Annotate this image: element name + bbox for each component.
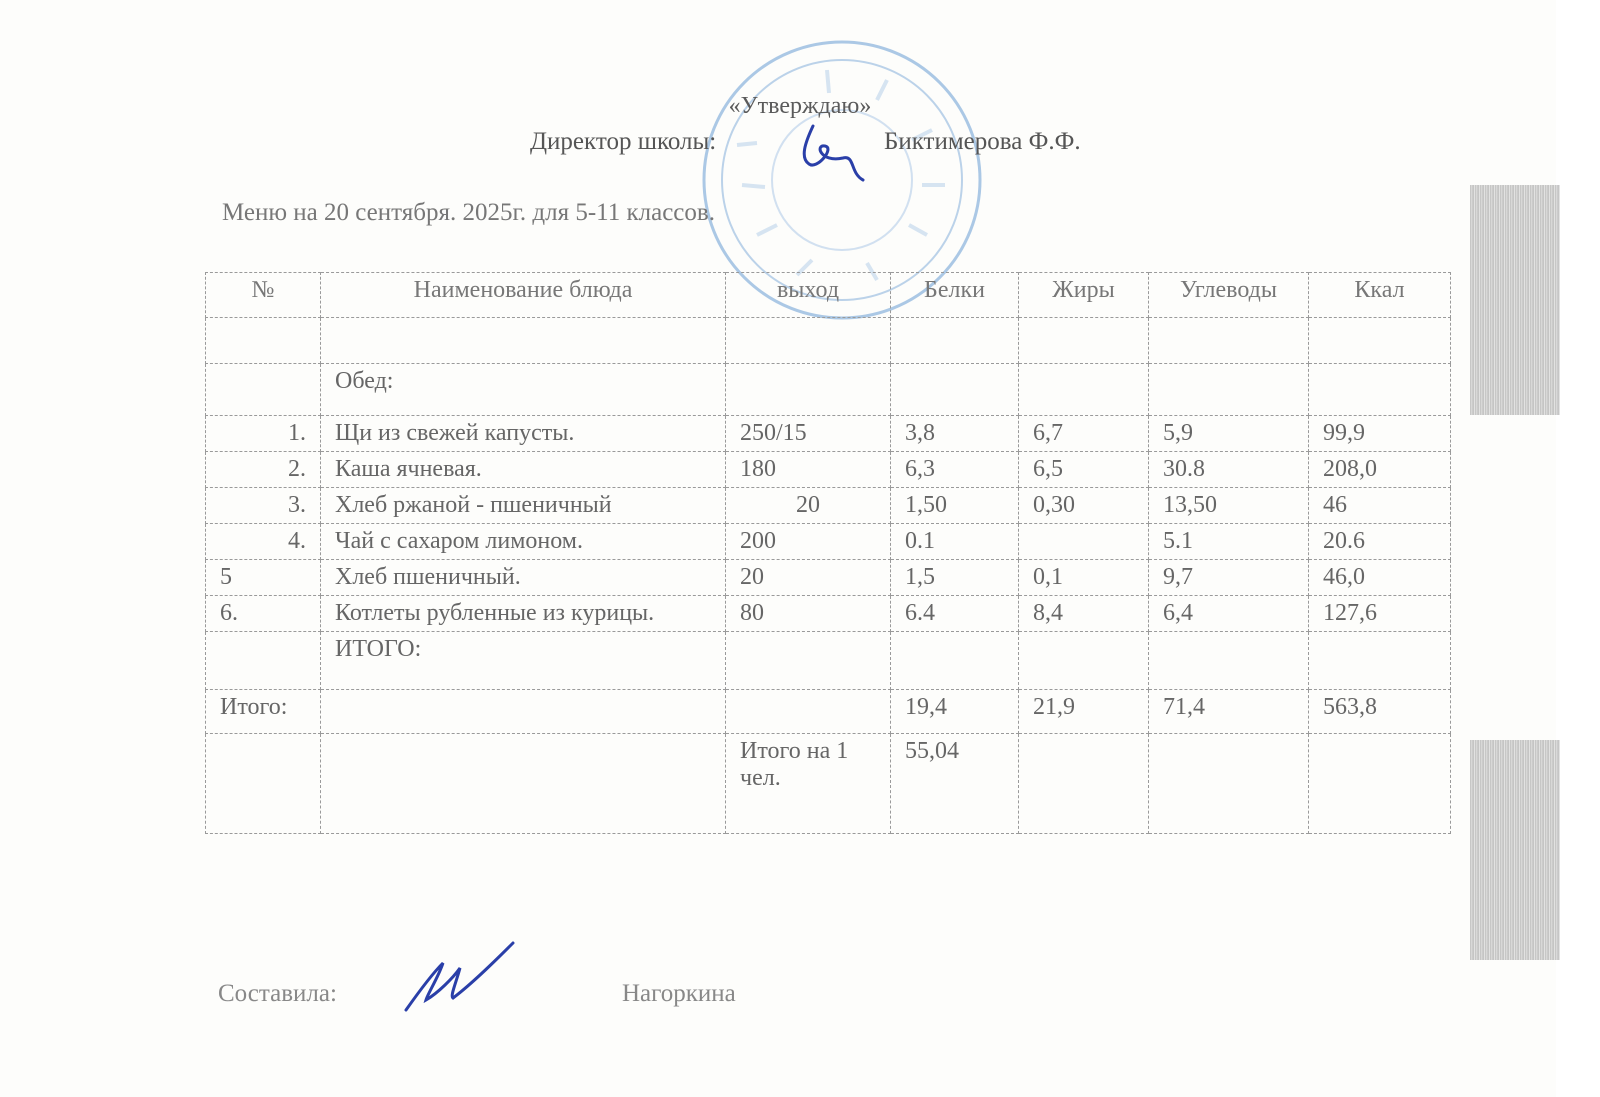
row-dish-name: Хлеб ржаной - пшеничный: [321, 488, 726, 524]
table-row: [206, 560, 1451, 596]
row-protein: 6,3: [891, 452, 1019, 488]
row-fat: [1019, 524, 1149, 560]
row-kcal: 20.6: [1309, 524, 1451, 560]
totals-label: Итого:: [206, 690, 321, 734]
table-row: [206, 596, 1451, 632]
row-protein: 0.1: [891, 524, 1019, 560]
row-protein: 1,50: [891, 488, 1019, 524]
row-fat: 6,5: [1019, 452, 1149, 488]
totals-fat: 21,9: [1019, 690, 1149, 734]
table-row-empty: [206, 318, 1451, 364]
row-kcal: 46: [1309, 488, 1451, 524]
row-carbs: 30.8: [1149, 452, 1309, 488]
table-row-totals: [206, 690, 1451, 734]
row-protein: 6.4: [891, 596, 1019, 632]
row-fat: 6,7: [1019, 416, 1149, 452]
scan-noise-top: [1470, 185, 1560, 415]
row-fat: 8,4: [1019, 596, 1149, 632]
compiled-name: Нагоркина: [622, 980, 736, 1007]
row-fat: 0,1: [1019, 560, 1149, 596]
table-row-section: [206, 364, 1451, 416]
table-row-per-person: [206, 734, 1451, 834]
header-protein: Белки: [891, 273, 1019, 318]
totals-carbs: 71,4: [1149, 690, 1309, 734]
row-carbs: 6,4: [1149, 596, 1309, 632]
row-yield: 80: [726, 596, 891, 632]
totals-kcal: 563,8: [1309, 690, 1451, 734]
menu-table: [205, 272, 1451, 834]
compiler-signature-icon: [398, 938, 528, 1018]
section-label: Обед:: [321, 364, 726, 416]
itogo-caps-label: ИТОГО:: [321, 632, 726, 690]
table-row: [206, 416, 1451, 452]
director-name: Биктимерова Ф.Ф.: [884, 128, 1081, 155]
row-number: 6.: [206, 596, 321, 632]
per-person-label: Итого на 1 чел.: [726, 734, 891, 834]
row-dish-name: Щи из свежей капусты.: [321, 416, 726, 452]
row-kcal: 46,0: [1309, 560, 1451, 596]
row-number: 5: [206, 560, 321, 596]
header-number: №: [206, 273, 321, 318]
row-yield: 180: [726, 452, 891, 488]
approval-title: «Утверждаю»: [728, 93, 872, 119]
row-dish-name: Котлеты рубленные из курицы.: [321, 596, 726, 632]
row-protein: 3,8: [891, 416, 1019, 452]
row-carbs: 9,7: [1149, 560, 1309, 596]
row-carbs: 5.1: [1149, 524, 1309, 560]
table-header-row: [206, 273, 1451, 318]
page-edge: [1556, 0, 1600, 1097]
row-carbs: 13,50: [1149, 488, 1309, 524]
compiled-label: Составила:: [218, 980, 337, 1007]
row-dish-name: Хлеб пшеничный.: [321, 560, 726, 596]
row-kcal: 208,0: [1309, 452, 1451, 488]
row-number: 1.: [206, 416, 321, 452]
header-yield: выход: [726, 273, 891, 318]
row-number: 2.: [206, 452, 321, 488]
table-row: [206, 524, 1451, 560]
director-label: Директор школы:: [530, 128, 717, 155]
row-dish-name: Каша ячневая.: [321, 452, 726, 488]
header-fat: Жиры: [1019, 273, 1149, 318]
scan-noise-bottom: [1470, 740, 1560, 960]
row-yield: 20: [726, 488, 891, 524]
totals-protein: 19,4: [891, 690, 1019, 734]
per-person-value: 55,04: [891, 734, 1019, 834]
director-signature-icon: [795, 118, 875, 188]
header-kcal: Ккал: [1309, 273, 1451, 318]
row-dish-name: Чай с сахаром лимоном.: [321, 524, 726, 560]
header-dish-name: Наименование блюда: [321, 273, 726, 318]
table-row: [206, 452, 1451, 488]
row-yield: 20: [726, 560, 891, 596]
menu-title: Меню на 20 сентября. 2025г. для 5-11 классов.: [222, 199, 715, 226]
row-kcal: 127,6: [1309, 596, 1451, 632]
row-number: 4.: [206, 524, 321, 560]
row-yield: 200: [726, 524, 891, 560]
row-carbs: 5,9: [1149, 416, 1309, 452]
row-kcal: 99,9: [1309, 416, 1451, 452]
header-carbs: Углеводы: [1149, 273, 1309, 318]
row-fat: 0,30: [1019, 488, 1149, 524]
row-number: 3.: [206, 488, 321, 524]
row-yield: 250/15: [726, 416, 891, 452]
table-row: [206, 488, 1451, 524]
row-protein: 1,5: [891, 560, 1019, 596]
table-row-itogo-caps: [206, 632, 1451, 690]
